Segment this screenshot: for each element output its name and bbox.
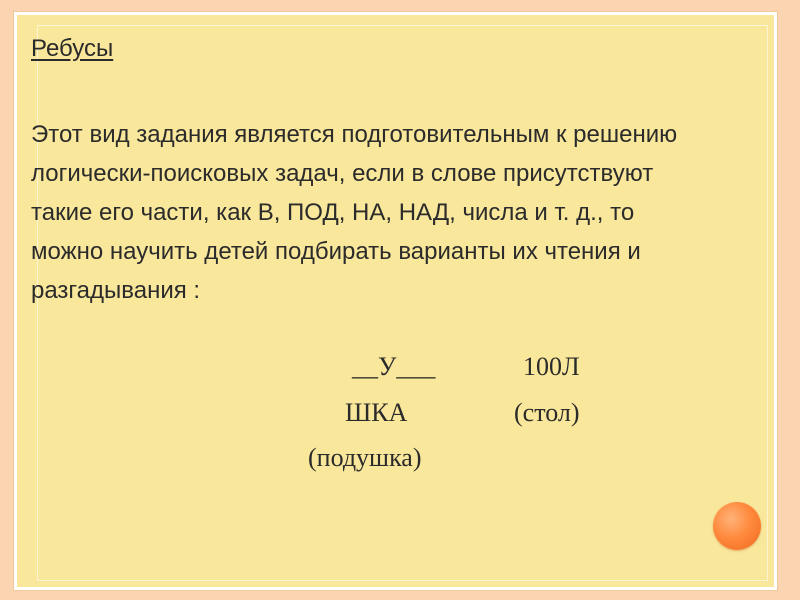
orange-circle-decoration-icon xyxy=(713,502,761,550)
rebus-100l: 100Л xyxy=(523,352,580,381)
body-paragraph: Этот вид задания является подготовительным к решению логически-поисковых задач, если в слове присутствуют такие его части, как В, ПОД, НА, НАД, числа и т. д., то можно научить детей подбирать варианты их чтения и разгадывания : xyxy=(31,121,678,304)
rebus-answer-podushka: (подушка) xyxy=(308,443,422,472)
rebus-shka: ШКА xyxy=(345,398,408,427)
rebus-answer-stol: (стол) xyxy=(514,398,580,427)
slide-title: Ребусы xyxy=(31,35,114,62)
rebus-u: __У___ xyxy=(352,352,436,381)
